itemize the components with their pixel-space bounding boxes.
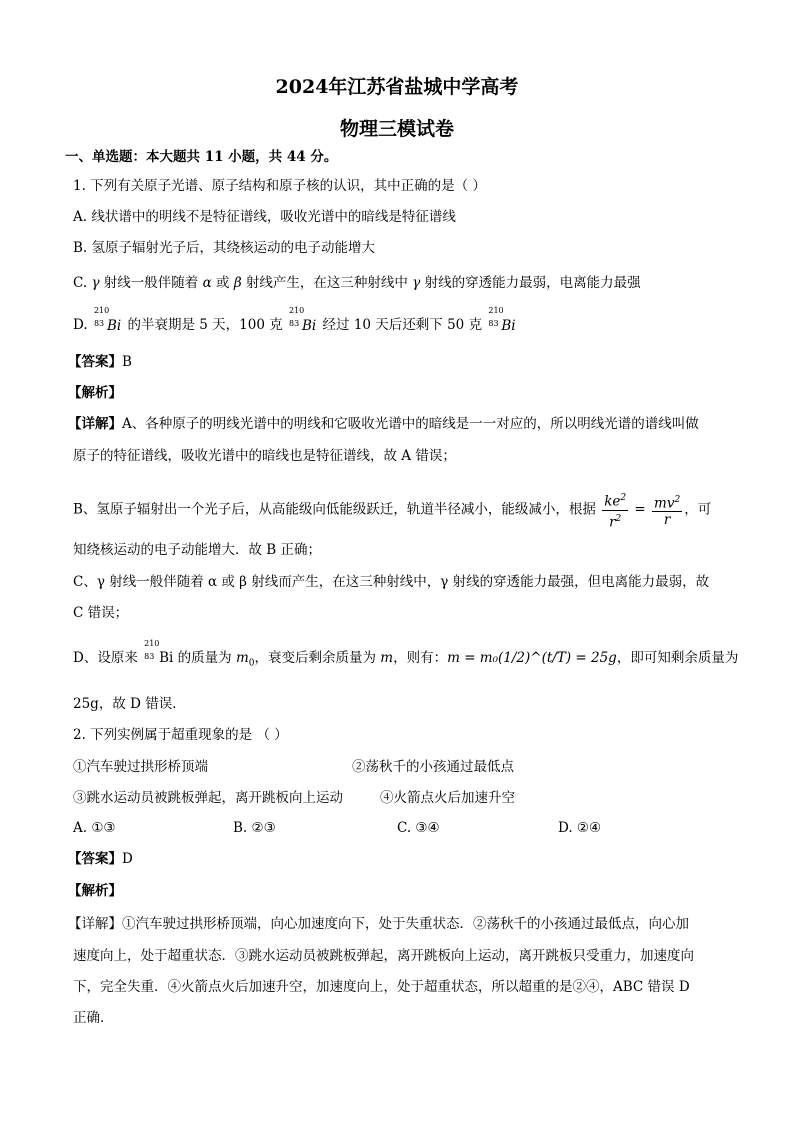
q2-option-a: A. ①③ [73,820,116,836]
bismuth-nuclide: 210 83 [144,638,160,661]
q2-option-b: B. ②③ [233,820,276,836]
q1-option-b: B. 氢原子辐射光子后，其绕核运动的电子动能增大 [73,240,376,256]
q2-answer: 【答案】D [68,851,133,867]
q2-stem: 2. 下列实例属于超重现象的是 （ ） [73,727,288,743]
q2-detail-line-4: 正确． [73,1010,114,1026]
q2-detail-line-2: 速度向上，处于超重状态．③跳水运动员被跳板弹起，离开跳板向上运动，离开跳板只受重力，加速度向 [73,948,694,964]
bismuth-nuclide: 210 83 Bi [93,305,122,334]
q1-detail-line-5: C、γ 射线一般伴随着 α 或 β 射线而产生，在这三种射线中，γ 射线的穿透能力最强，但电离能力最弱，故 [73,574,710,590]
section-heading: 一、单选题：本大题共 11 小题，共 44 分。 [65,149,338,165]
q1-option-a: A. 线状谱中的明线不是特征谱线，吸收光谱中的暗线是特征谱线 [73,209,456,225]
fraction-ke2-r2: $\frac{ke^2}{r^2}$ [602,490,628,530]
gamma-symbol: γ [91,275,100,291]
fraction-mv2-r: $\frac{mv^2}{r}$ [652,492,682,529]
q2-analysis-heading: 【解析】 [68,883,122,899]
gamma-symbol: γ [412,275,421,291]
q1-analysis-heading: 【解析】 [68,385,122,401]
q2-item-1: ①汽车驶过拱形桥顶端 [73,759,208,775]
beta-symbol: β [233,275,242,291]
q2-item-3: ③跳水运动员被跳板弹起，离开跳板向上运动 [73,790,343,806]
q1-detail-line-6: C 错误； [73,605,129,621]
q2-item-2: ②荡秋千的小孩通过最低点 [352,759,514,775]
q1-detail-line-3: B、氢原子辐射出一个光子后，从高能级向低能级跃迁，轨道半径减小，能级减小，根据 $\frac{ke^2}{r^2}$ = $\frac{mv^2}{r}$ ，可 [73,490,711,530]
q1-detail-line-4: 知绕核运动的电子动能增大．故 B 正确； [73,542,322,558]
q1-option-d: D. 210 83 Bi 的半衰期是 5 天，100 克 210 83 Bi 经过 10 天后还剩下 50 克 210 83 Bi [73,305,516,334]
q2-option-c: C. ③④ [397,820,440,836]
q1-detail-line-2: 原子的特征谱线，吸收光谱中的暗线也是特征谱线，故 A 错误； [73,448,456,464]
exam-title: 2024年江苏省盐城中学高考 [275,76,519,98]
alpha-symbol: α [202,275,212,291]
decay-equation: m = m₀(1/2)^(t/T) = 25g [447,650,617,666]
q1-answer: 【答案】B [68,354,132,370]
q2-detail-line-3: 下，完全失重．④火箭点火后加速升空，加速度向上，处于超重状态，所以超重的是②④，ABC 错误 D [73,979,690,995]
q2-detail-line-1: 【详解】①汽车驶过拱形桥顶端，向心加速度向下，处于失重状态．②荡秋千的小孩通过最低点，向心加 [68,916,689,932]
q1-detail-line-7: D、设原来 210 83 Bi 的质量为 $m_0$，衰变后剩余质量为 m，则有：m = m₀(1/2)^(t/T) = 25g，即可知剩余质量为 [73,638,739,669]
bismuth-nuclide: 210 83 Bi [488,305,516,334]
q1-stem: 1. 下列有关原子光谱、原子结构和原子核的认识，其中正确的是（ ） [73,178,486,194]
q1-option-c: C. γ 射线一般伴随着 α 或 β 射线产生，在这三种射线中 γ 射线的穿透能力最弱，电离能力最强 [73,275,641,291]
q1-detail-line-8: 25g，故 D 错误． [73,696,186,712]
q1-detail-line-1: 【详解】A、各种原子的明线光谱中的明线和它吸收光谱中的暗线是一一对应的，所以明线光谱的谱线叫做 [68,416,699,432]
q2-item-4: ④火箭点火后加速升空 [380,790,515,806]
bismuth-nuclide: 210 83 Bi [289,305,317,334]
exam-subtitle: 物理三模试卷 [339,118,454,140]
q2-option-d: D. ②④ [558,820,602,836]
